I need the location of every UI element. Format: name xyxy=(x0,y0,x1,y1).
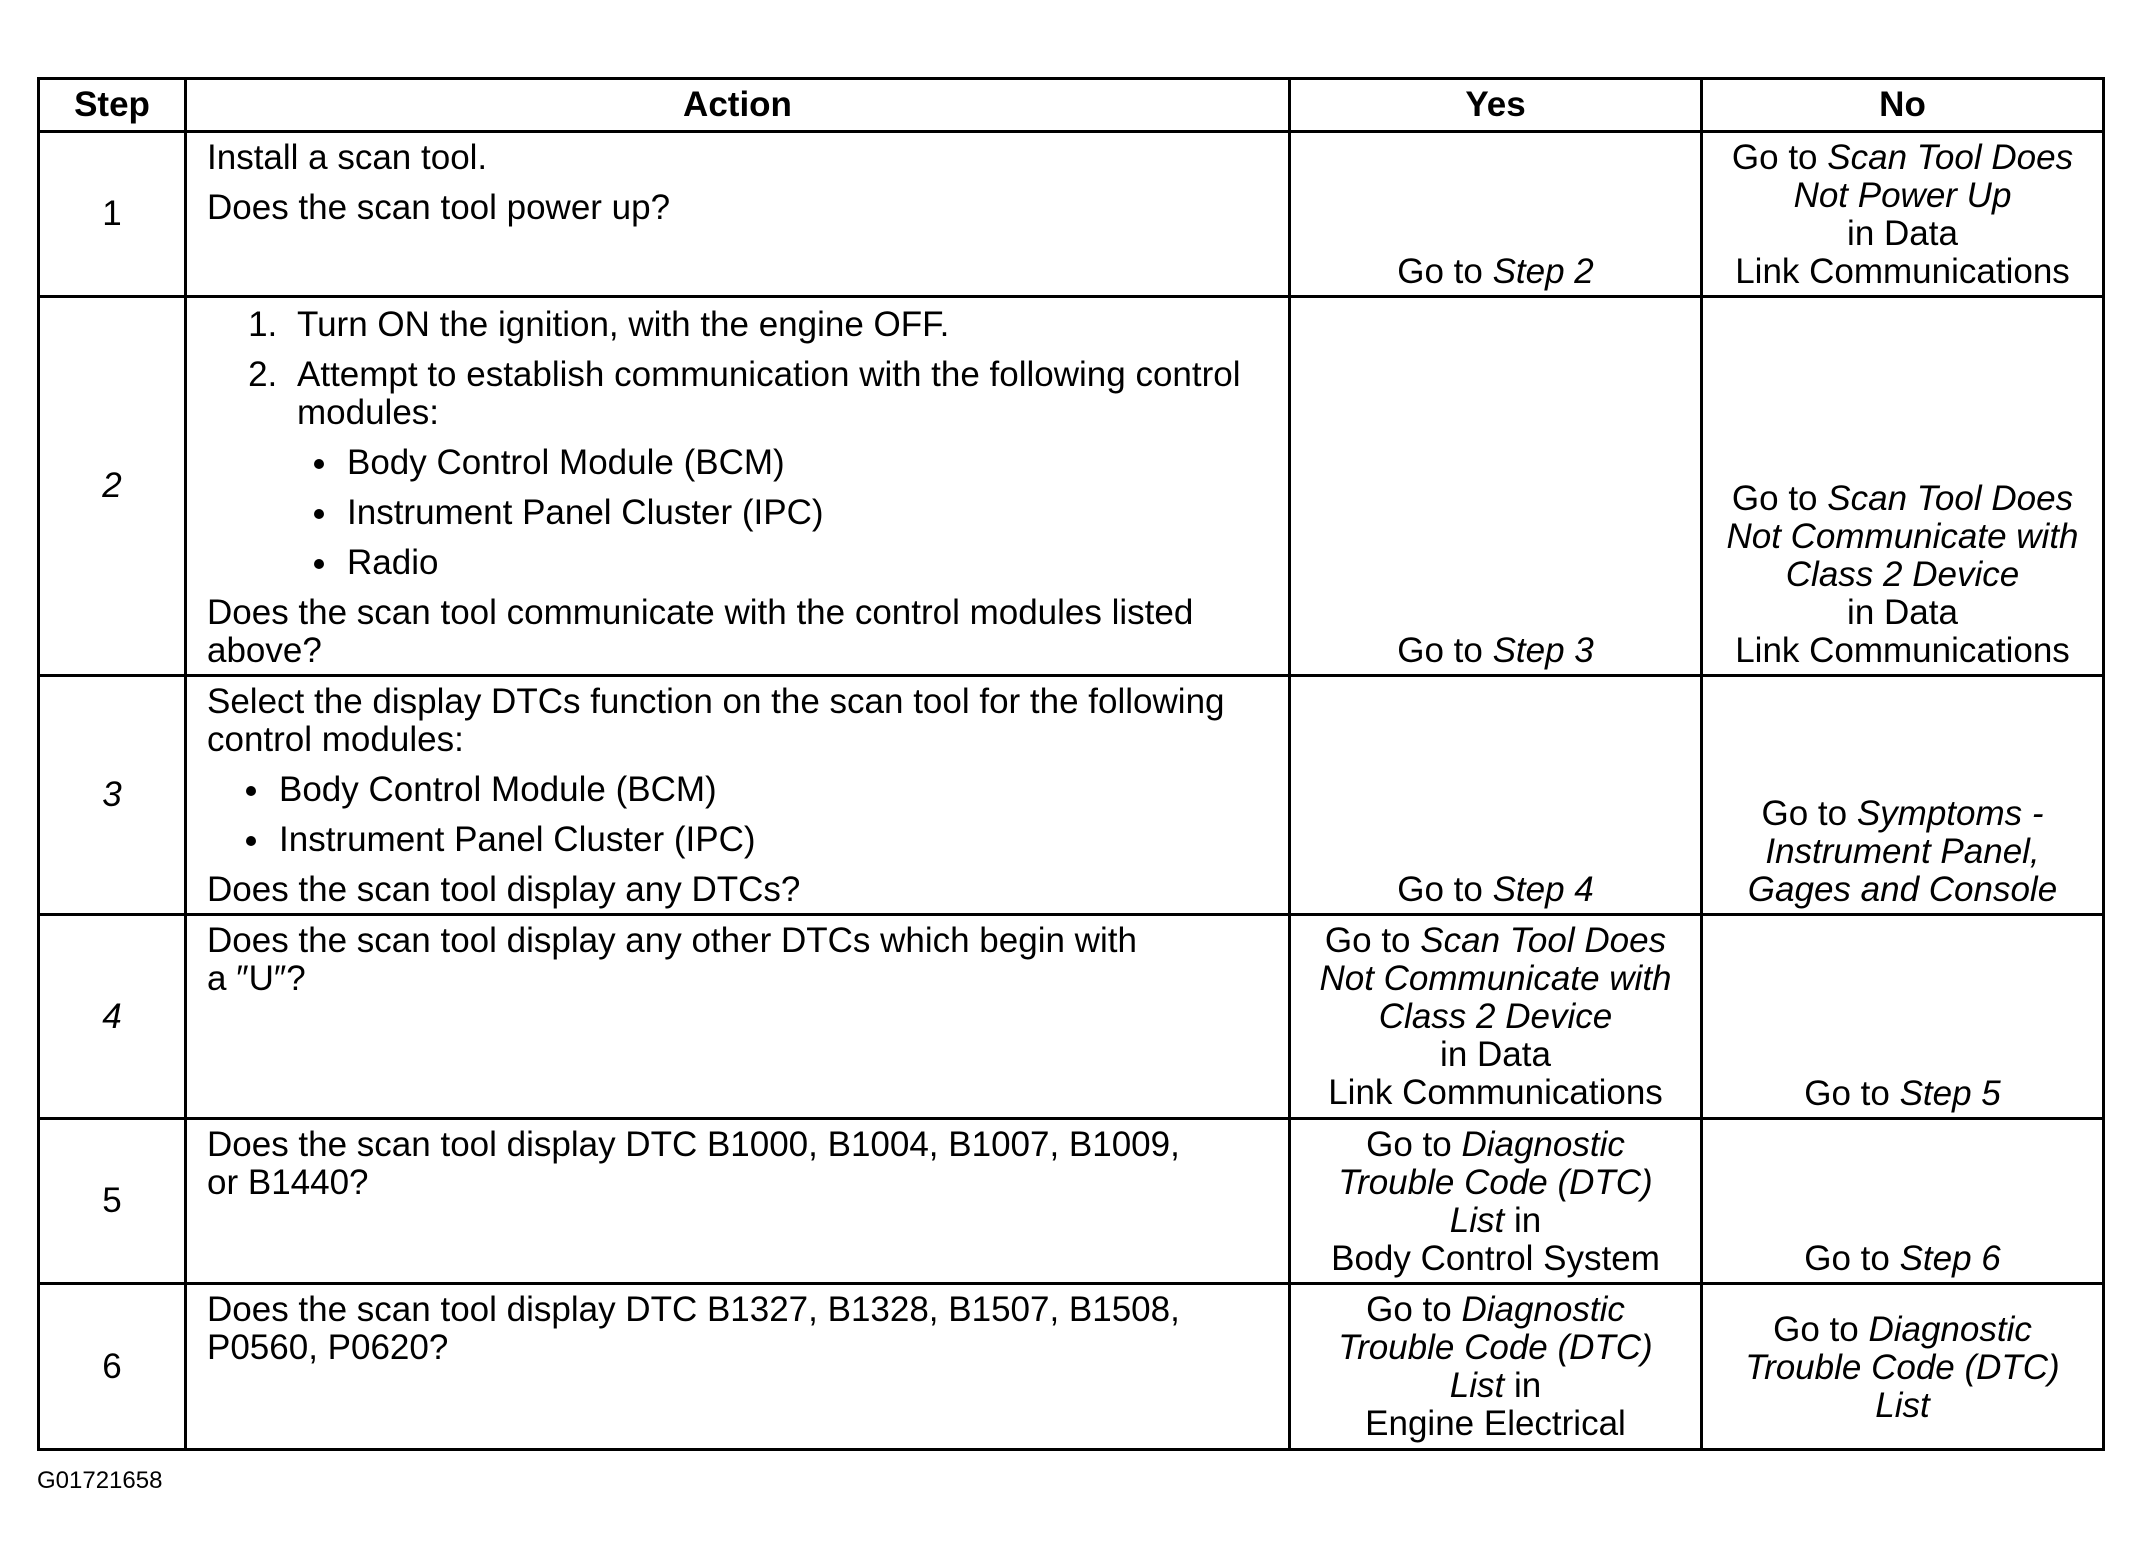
action-question: Does the scan tool display DTC B1327, B1328, B1507, B1508, xyxy=(207,1290,1180,1329)
reference-link[interactable]: Instrument Panel, xyxy=(1765,832,2040,871)
header-step: Step xyxy=(39,79,186,132)
table-row xyxy=(39,676,2104,915)
yes-cell: Go to Diagnostic Trouble Code (DTC) List in Engine Electrical xyxy=(1290,1284,1702,1450)
list-item: • Instrument Panel Cluster (IPC) xyxy=(273,821,1272,859)
diagnostic-table xyxy=(37,77,2105,1451)
list-item: • Instrument Panel Cluster (IPC) xyxy=(341,494,1272,532)
action-cell xyxy=(186,132,1290,297)
table-row xyxy=(39,915,2104,1119)
action-cell xyxy=(186,915,1290,1119)
step-link[interactable]: Step 3 xyxy=(1492,631,1594,670)
header-yes: Yes xyxy=(1290,79,1702,132)
action-question: a ″U″? xyxy=(207,959,306,998)
reference-link[interactable]: Diagnostic xyxy=(1461,1290,1625,1329)
reference-link[interactable]: Not Communicate with xyxy=(1726,517,2079,556)
action-question: Does the scan tool communicate with the control modules listed above? xyxy=(207,593,1194,670)
reference-link[interactable]: Diagnostic xyxy=(1868,1309,2032,1349)
step-link[interactable]: Step 6 xyxy=(1899,1239,2001,1278)
reference-link[interactable]: Not Communicate with xyxy=(1319,959,1672,998)
step-number: 3 xyxy=(39,676,186,915)
list-item: • Body Control Module (BCM) xyxy=(273,771,1272,809)
yes-cell: Go to Diagnostic Trouble Code (DTC) List in Body Control System xyxy=(1290,1119,1702,1284)
reference-link[interactable]: List xyxy=(1449,1366,1505,1405)
list-item: • Radio xyxy=(341,544,1272,582)
reference-link[interactable]: Scan Tool Does xyxy=(1827,479,2074,518)
no-cell: Go to Symptoms - Instrument Panel, Gages and Console xyxy=(1702,676,2104,915)
action-text: Install a scan tool. xyxy=(207,138,488,177)
reference-link[interactable]: Scan Tool Does xyxy=(1420,921,1667,960)
reference-link[interactable]: Diagnostic xyxy=(1461,1125,1625,1164)
reference-link[interactable]: List xyxy=(1875,1385,1930,1425)
list-item: 2. Attempt to establish communication with the following control modules: xyxy=(287,356,1272,432)
reference-link[interactable]: Not Power Up xyxy=(1793,176,2012,215)
reference-link[interactable]: Trouble Code (DTC) xyxy=(1338,1163,1653,1202)
action-question: or B1440? xyxy=(207,1163,369,1202)
action-question: Does the scan tool display any other DTCs which begin with xyxy=(207,921,1137,960)
reference-link[interactable]: Class 2 Device xyxy=(1785,555,2020,594)
step-number: 5 xyxy=(39,1119,186,1284)
no-cell: Go to Scan Tool Does Not Communicate with Class 2 Device in Data Link Communications xyxy=(1702,297,2104,676)
reference-link[interactable]: Trouble Code (DTC) xyxy=(1338,1328,1653,1367)
yes-result: Go to Step 2 xyxy=(1397,252,1594,291)
action-cell xyxy=(186,1119,1290,1284)
no-cell: Go to Step 6 xyxy=(1702,1119,2104,1284)
header-action: Action xyxy=(186,79,1290,132)
numbered-list xyxy=(207,306,1272,432)
table-row xyxy=(39,1119,2104,1284)
reference-link[interactable]: List xyxy=(1449,1201,1505,1240)
bullet-list xyxy=(207,771,1272,859)
yes-cell: Go to Step 3 xyxy=(1290,297,1702,676)
no-cell: Go to Step 5 xyxy=(1702,915,2104,1119)
header-no: No xyxy=(1702,79,2104,132)
step-link[interactable]: Step 2 xyxy=(1492,252,1594,291)
action-text: Select the display DTCs function on the scan tool for the following control modules: xyxy=(207,682,1225,759)
step-number: 2 xyxy=(39,297,186,676)
action-cell xyxy=(186,1284,1290,1450)
step-number: 4 xyxy=(39,915,186,1119)
table-row xyxy=(39,297,2104,676)
reference-link[interactable]: Class 2 Device xyxy=(1378,997,1613,1036)
header-row xyxy=(39,79,2104,132)
table-row xyxy=(39,1284,2104,1450)
reference-link[interactable]: Symptoms - xyxy=(1856,794,2044,833)
action-question: Does the scan tool display any DTCs? xyxy=(207,870,801,909)
list-item: • Body Control Module (BCM) xyxy=(341,444,1272,482)
step-link[interactable]: Step 4 xyxy=(1492,870,1594,909)
reference-link[interactable]: Scan Tool Does xyxy=(1827,138,2074,177)
no-cell: Go to Diagnostic Trouble Code (DTC) List xyxy=(1702,1284,2104,1450)
table-row xyxy=(39,132,2104,297)
bullet-list xyxy=(207,444,1272,582)
list-item: 1. Turn ON the ignition, with the engine OFF. xyxy=(287,306,1272,344)
action-question: Does the scan tool power up? xyxy=(207,188,671,227)
yes-cell xyxy=(1290,132,1702,297)
step-link[interactable]: Step 5 xyxy=(1899,1074,2001,1113)
figure-code: G01721658 xyxy=(37,1467,163,1494)
action-cell xyxy=(186,297,1290,676)
action-cell xyxy=(186,676,1290,915)
reference-link[interactable]: Gages and Console xyxy=(1747,870,2058,909)
reference-link[interactable]: Trouble Code (DTC) xyxy=(1745,1347,2060,1387)
yes-cell: Go to Scan Tool Does Not Communicate with Class 2 Device in Data Link Communications xyxy=(1290,915,1702,1119)
action-question: Does the scan tool display DTC B1000, B1004, B1007, B1009, xyxy=(207,1125,1180,1164)
yes-cell: Go to Step 4 xyxy=(1290,676,1702,915)
step-number: 6 xyxy=(39,1284,186,1450)
action-question: P0560, P0620? xyxy=(207,1328,449,1367)
step-number: 1 xyxy=(39,132,186,297)
no-cell: Go to Scan Tool Does Not Power Up in Data Link Communications xyxy=(1702,132,2104,297)
